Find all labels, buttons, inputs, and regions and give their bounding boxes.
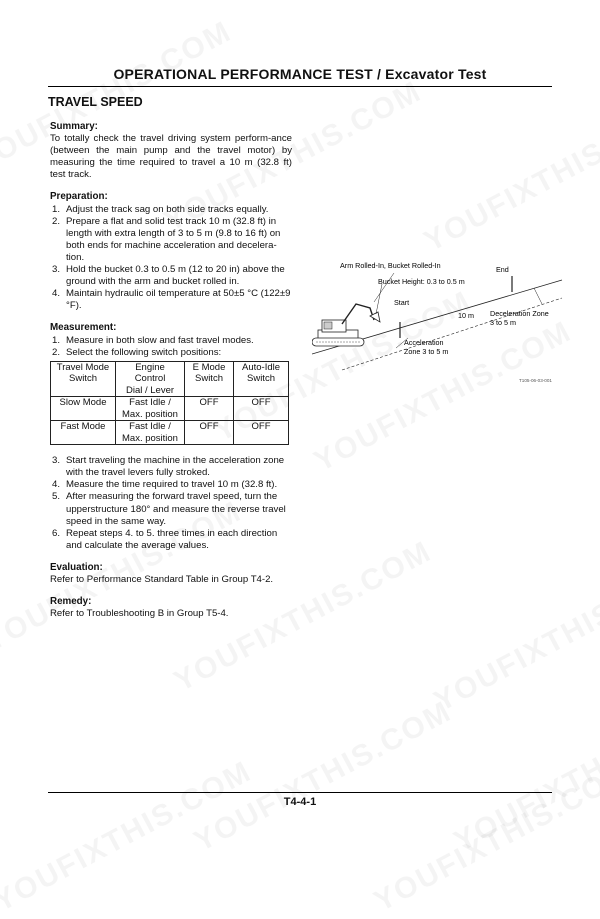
watermark	[419, 95, 600, 259]
watermark	[0, 755, 258, 919]
preparation-list	[50, 204, 292, 313]
table-header-cell: Travel Mode Switch	[51, 361, 116, 397]
main-text-column	[50, 121, 292, 620]
bucket-height-label: Bucket Height: 0.3 to 0.5 m	[378, 277, 465, 286]
acceleration-label: Acceleration	[404, 338, 444, 347]
list-item: 6. Repeat steps 4. to 5. three times in each direction and calculate the average values.	[52, 527, 278, 551]
excavator-icon	[312, 304, 380, 346]
remedy-heading: Remedy:	[50, 596, 92, 608]
list-item: 4. Measure the time required to travel 10 m (32.8 ft).	[52, 479, 278, 491]
table-header-row	[51, 361, 289, 397]
watermark	[429, 555, 600, 719]
list-item: 5. After measuring the forward travel speed, turn the upperstructure 180° and measure the reverse travel speed in the same way.	[52, 491, 286, 527]
travel-test-diagram	[312, 258, 564, 388]
list-item: 1. Measure in both slow and fast travel modes.	[52, 334, 254, 346]
end-label: End	[496, 265, 509, 274]
measurement-list-continued	[50, 455, 292, 552]
table-cell: OFF	[234, 397, 289, 421]
preparation-heading: Preparation:	[50, 191, 108, 203]
watermark	[449, 695, 600, 859]
page-title: OPERATIONAL PERFORMANCE TEST / Excavator Test	[113, 66, 487, 82]
leader-line	[376, 284, 382, 314]
table-cell: Fast Mode	[51, 421, 116, 445]
table-cell: Fast Idle / Max. position	[116, 421, 185, 445]
list-item: 3. Hold the bucket 0.3 to 0.5 m (12 to 20 in) above the ground with the arm and bucket rolled in.	[52, 264, 285, 288]
table-row	[51, 397, 289, 421]
deceleration-label: Deceleration Zone	[490, 309, 549, 318]
table-header-cell: E Mode Switch	[185, 361, 234, 397]
distance-label: 10 m	[458, 311, 474, 320]
measurement-heading: Measurement:	[50, 322, 117, 334]
list-item: 4. Maintain hydraulic oil temperature at 50±5 °C (122±9 °F).	[52, 288, 291, 312]
deceleration-range-label: 3 to 5 m	[490, 318, 516, 327]
table-cell: OFF	[234, 421, 289, 445]
list-item: 1. Adjust the track sag on both side tracks equally.	[52, 203, 269, 215]
table-cell: OFF	[185, 397, 234, 421]
leader-line	[534, 288, 542, 304]
remedy-text: Refer to Troubleshooting B in Group T5-4.	[50, 608, 229, 620]
summary-heading: Summary:	[50, 121, 98, 132]
table-row	[51, 421, 289, 445]
start-label: Start	[394, 298, 410, 307]
measurement-list	[50, 335, 292, 359]
table-cell: Slow Mode	[51, 397, 116, 421]
list-item: 3. Start traveling the machine in the acceleration zone with the travel levers fully stroked.	[52, 455, 285, 479]
page-footer	[48, 792, 552, 808]
list-item: 2. Prepare a flat and solid test track 10 m (32.8 ft) in length with extra length of 3 to 5 m (9.8 to 16 ft) on both ends for machine acceleration and decelera-tion.	[52, 215, 281, 263]
summary-text: To totally check the travel driving system perform-ance (between the main pump and the travel motor) by measuring the time required to travel a 10 m (32.8 ft) test track.	[50, 133, 292, 181]
arm-label: Arm Rolled-In, Bucket Rolled-In	[340, 261, 441, 270]
page-number: T4-4-1	[283, 796, 317, 808]
watermark	[189, 695, 458, 859]
table-cell: OFF	[185, 421, 234, 445]
evaluation-heading: Evaluation:	[50, 561, 103, 573]
table-header-cell: Auto-Idle Switch	[234, 361, 289, 397]
watermark	[369, 755, 600, 919]
acceleration-range-label: Zone 3 to 5 m	[404, 347, 449, 356]
switch-position-table	[50, 361, 289, 446]
figure-id: T105-06-03-001	[519, 378, 552, 383]
table-cell: Fast Idle / Max. position	[116, 397, 185, 421]
list-item: 2. Select the following switch positions:	[52, 346, 222, 358]
page-header	[48, 66, 552, 87]
section-title: TRAVEL SPEED	[48, 95, 143, 109]
evaluation-text: Refer to Performance Standard Table in Group T4-2.	[50, 574, 274, 586]
table-header-cell: Engine Control Dial / Lever	[116, 361, 185, 397]
